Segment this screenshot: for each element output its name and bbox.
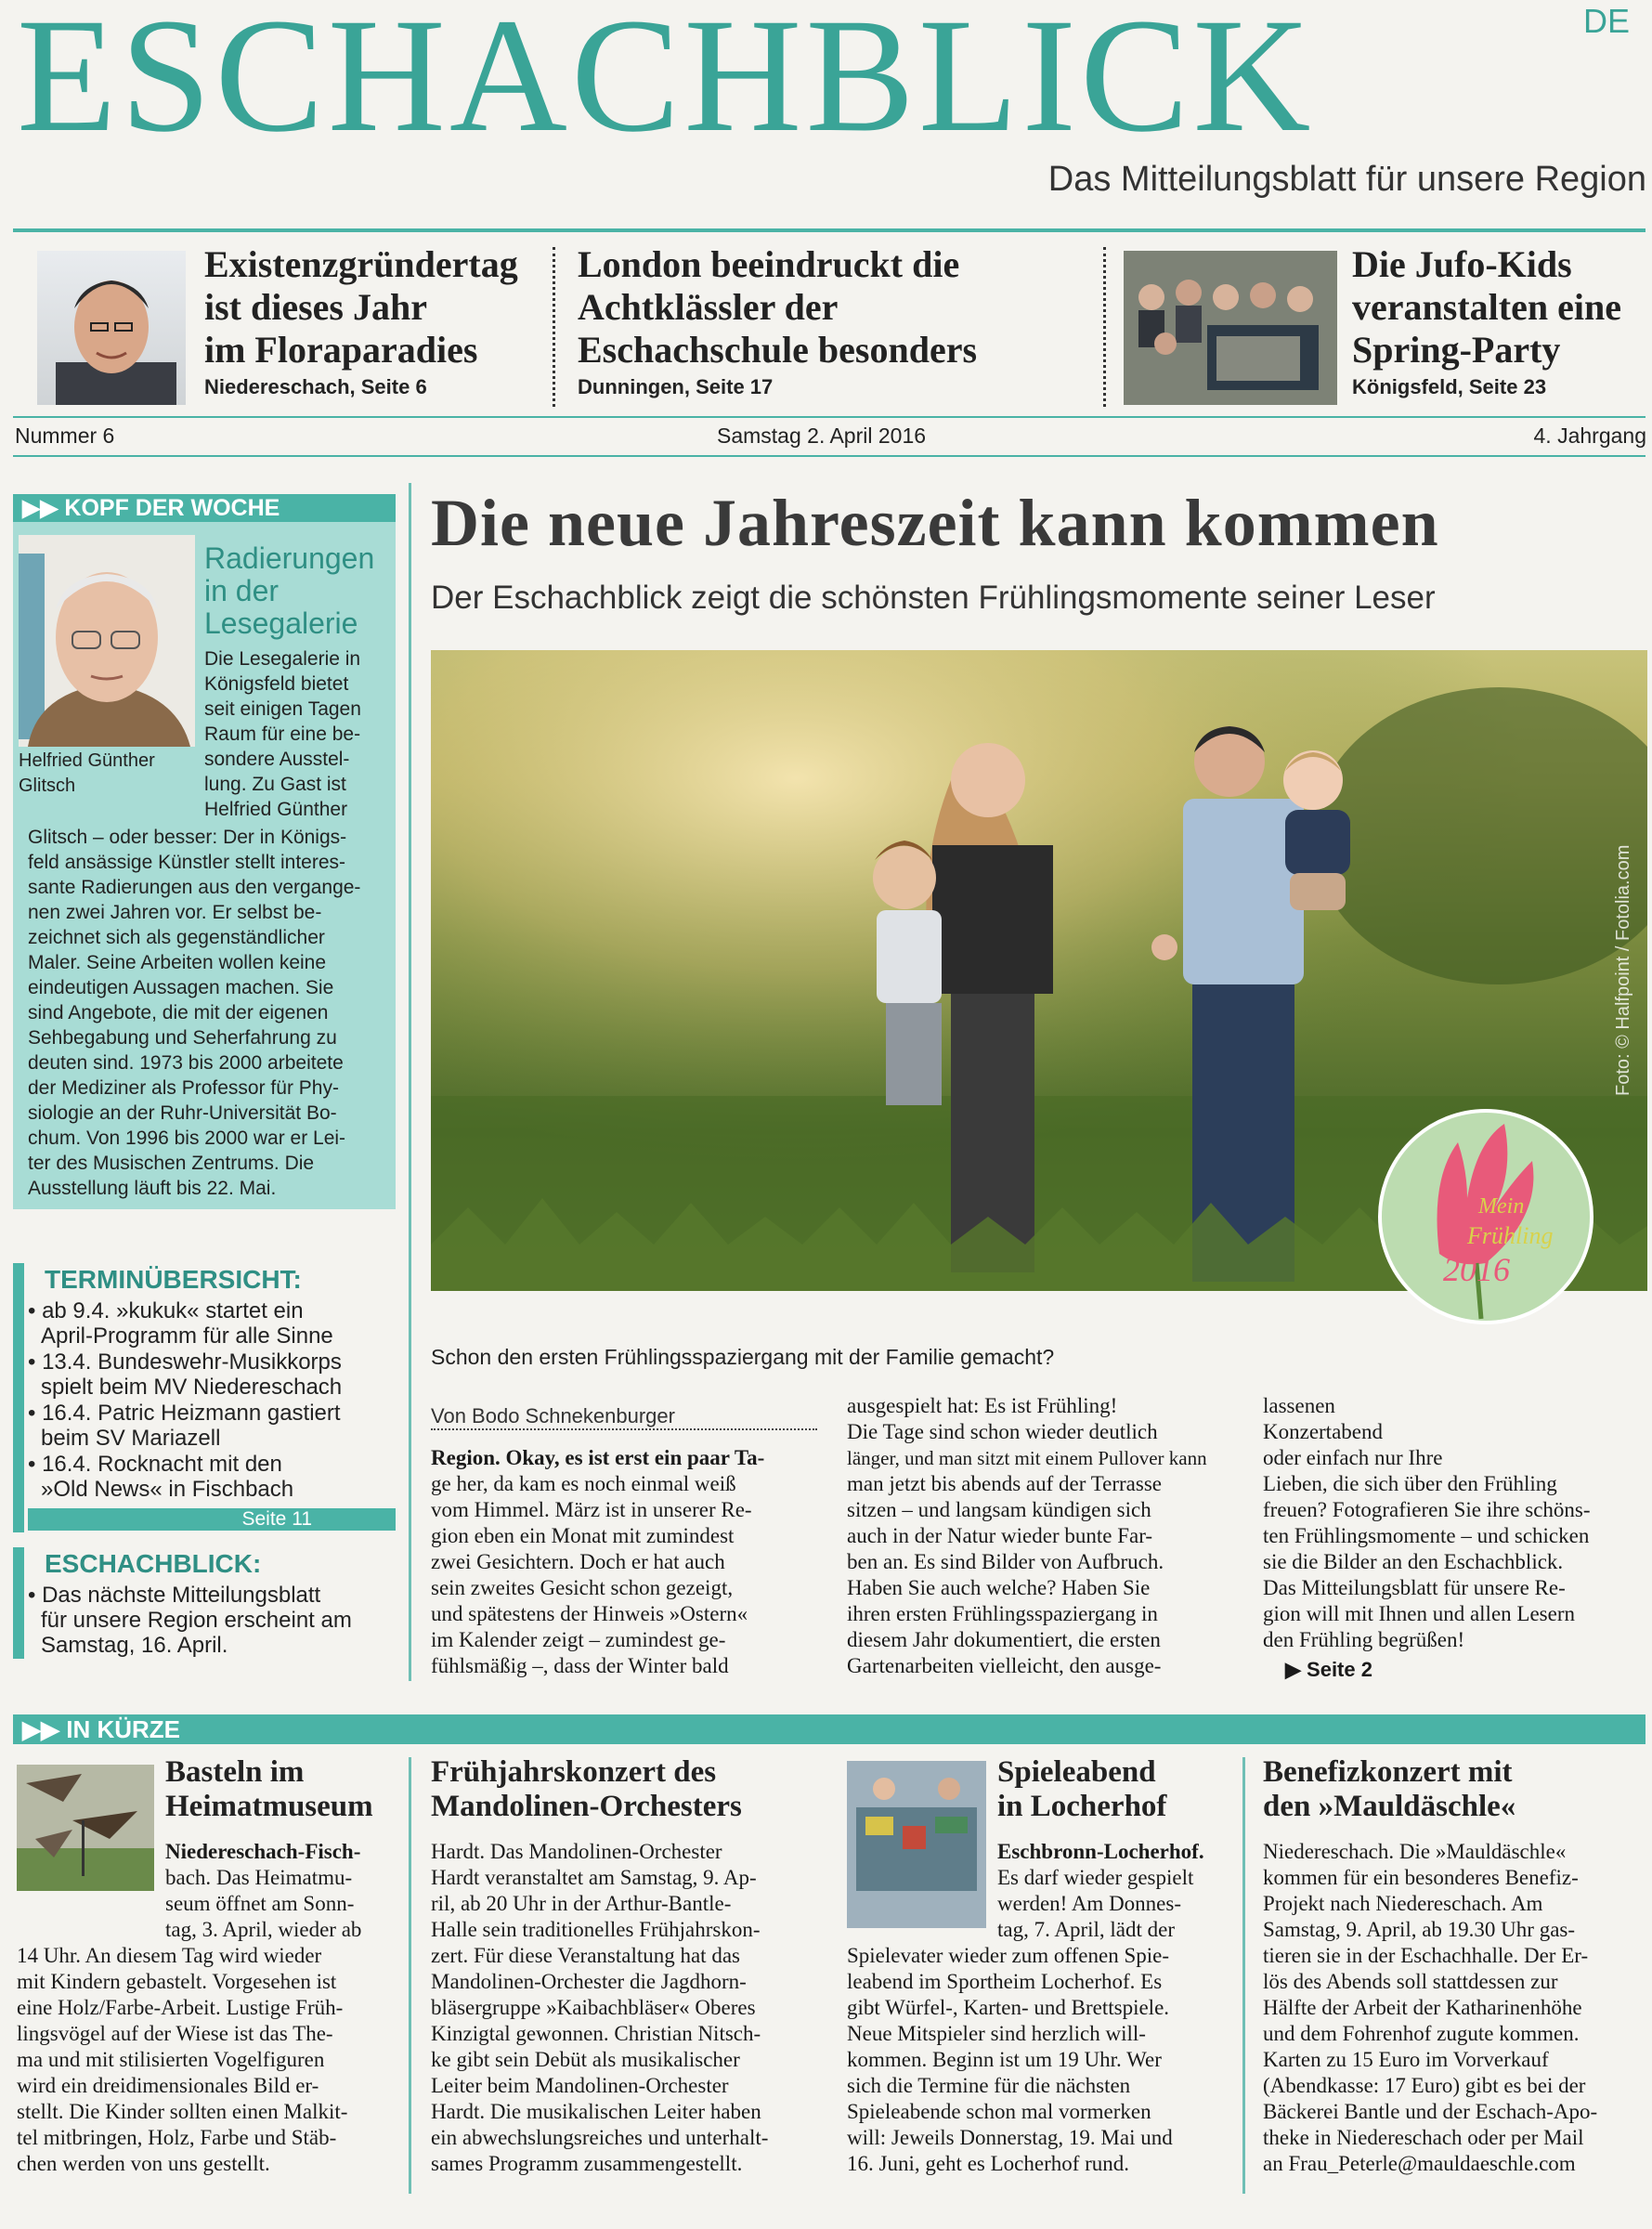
kurz-article-3-text-top — [997, 1839, 1229, 1943]
next-issue-header: ESCHACHBLICK: — [45, 1549, 262, 1578]
kopf-header: ▶▶ KOPF DER WOCHE — [13, 494, 396, 522]
termine-box — [13, 1263, 396, 1532]
text-line: tag, 3. April, wieder ab — [165, 1918, 362, 1941]
text-line: lös des Abends soll stattdessen zur — [1263, 1970, 1558, 1993]
lead-page-ref[interactable]: ▶ Seite 2 — [1285, 1658, 1372, 1681]
text-line: Es darf wieder gespielt — [997, 1866, 1194, 1889]
text-line: Konzertabend — [1263, 1420, 1383, 1443]
kurz-photo-3 — [847, 1761, 986, 1928]
text-line: ter des Musischen Zentrums. Die — [28, 1153, 315, 1174]
kurz-article-4-title — [1263, 1755, 1645, 1824]
kurz-article-1-text — [17, 1943, 399, 2177]
text-line: Haben Sie auch welche? Haben Sie — [847, 1576, 1151, 1599]
teaser-3-line-3: Spring-Party — [1352, 329, 1561, 371]
item-line: • ab 9.4. »kukuk« startet ein — [28, 1298, 304, 1323]
text-line: ihren ersten Frühlingsspaziergang in — [847, 1602, 1158, 1625]
text-line: Mandolinen-Orchester die Jagdhorn- — [431, 1970, 747, 1993]
teaser-3-source: Königsfeld, Seite 23 — [1352, 375, 1547, 398]
text-line: sitzen – und langsam kündigen sich — [847, 1498, 1151, 1521]
teaser-2-line-3: Eschachschule besonders — [578, 329, 978, 371]
kopf-text-side — [204, 646, 392, 822]
text-line: mit Kindern gebastelt. Vorgesehen ist — [17, 1970, 337, 1993]
teaser-1-line-1: Existenzgründertag — [204, 243, 518, 285]
text-line: lingsvögel auf der Wiese ist das The- — [17, 2022, 333, 2045]
text-line: eine Holz/Farbe-Arbeit. Lustige Früh- — [17, 1996, 344, 2019]
meta-rule-bottom — [13, 455, 1645, 457]
caption-line: Glitsch — [19, 776, 76, 796]
next-issue-box — [13, 1547, 396, 1659]
text-line: Hälfte der Arbeit der Katharinenhöhe — [1263, 1996, 1582, 2019]
next-issue-line: für unsere Region erscheint am — [41, 1608, 352, 1633]
title-line: in Locherhof — [997, 1790, 1167, 1823]
item-line: • 16.4. Patric Heizmann gastiert — [28, 1401, 341, 1426]
text-line: ein abwechslungsreiches und unterhalt- — [431, 2126, 769, 2149]
kurz-article-3-title — [997, 1755, 1239, 1824]
kurz-header: ▶▶ IN KÜRZE — [13, 1714, 1645, 1744]
text-line: Hardt veranstaltet am Samstag, 9. Ap- — [431, 1866, 757, 1889]
text-line: Spielevater wieder zum offenen Spie- — [847, 1944, 1169, 1967]
text-line: auch in der Natur wieder bunte Far- — [847, 1524, 1153, 1547]
text-line: Bäckerei Bantle und der Eschach-Apo- — [1263, 2100, 1598, 2123]
teaser-3-line-1: Die Jufo-Kids — [1352, 243, 1572, 285]
text-line: Raum für eine be- — [204, 723, 361, 745]
column-divider — [409, 483, 411, 1681]
teaser-1-source: Niedereschach, Seite 6 — [204, 375, 427, 398]
byline-box — [431, 1404, 817, 1430]
text-line: ma und mit stilisierten Vogelfiguren — [17, 2048, 325, 2071]
text-line: ben an. Es sind Bilder von Aufbruch. — [847, 1550, 1164, 1573]
kopf-portrait-caption — [19, 749, 201, 799]
badge-line-1: Mein — [1478, 1194, 1525, 1219]
text-line: ausgespielt hat: Es ist Frühling! — [847, 1394, 1118, 1417]
text-line: Sehbegabung und Seherfahrung zu — [28, 1027, 337, 1049]
text-line: zeichnet sich als gegenständlicher — [28, 927, 325, 948]
kopf-text-full — [28, 825, 392, 1201]
text-line: leabend im Sportheim Locherhof. Es — [847, 1970, 1163, 1993]
teaser-3-line-2: veranstalten eine — [1352, 286, 1621, 328]
text-line: sie die Bilder an den Eschachblick. — [1263, 1550, 1564, 1573]
title-line: den »Mauldäschle« — [1263, 1790, 1516, 1823]
teaser-2[interactable] — [578, 243, 1060, 399]
termine-list — [28, 1298, 392, 1502]
caption-line: Helfried Günther — [19, 750, 155, 771]
text-line: den Frühling begrüßen! — [1263, 1628, 1465, 1651]
text-line: nen zwei Jahren vor. Er selbst be- — [28, 902, 322, 923]
text-line: lassenen — [1263, 1394, 1335, 1417]
text-line: lung. Zu Gast ist — [204, 774, 346, 795]
teaser-1[interactable] — [204, 243, 539, 399]
title-line: Mandolinen-Orchesters — [431, 1790, 742, 1823]
kopf-title — [204, 542, 374, 640]
text-line: gion will mit Ihnen und allen Lesern — [1263, 1602, 1575, 1625]
teaser-photo-3 — [1124, 251, 1337, 405]
text-line: ge her, da kam es noch einmal weiß — [431, 1472, 736, 1495]
text-line: oder einfach nur Ihre — [1263, 1446, 1443, 1469]
text-line: sante Radierungen aus den vergange- — [28, 877, 361, 898]
text-line: kommen für ein besonderes Benefiz- — [1263, 1866, 1579, 1889]
kurz-photo-1 — [17, 1765, 154, 1891]
mein-fruehling-badge — [1374, 1105, 1597, 1328]
termine-header: TERMINÜBERSICHT: — [45, 1265, 302, 1294]
text-line: Samstag, 9. April, ab 19.30 Uhr gas- — [1263, 1918, 1576, 1941]
text-line: sondere Ausstel- — [204, 749, 350, 770]
text-line: Die Tage sind schon wieder deutlich — [847, 1420, 1158, 1443]
text-line: Kinzigtal gewonnen. Christian Nitsch- — [431, 2022, 761, 2045]
text-line: sames Programm zusammengestellt. — [431, 2152, 743, 2175]
text-line: Projekt nach Niedereschach. Am — [1263, 1892, 1543, 1915]
kopf-title-line: in der — [204, 574, 280, 607]
text-line: im Kalender zeigt – zumindest ge- — [431, 1628, 726, 1651]
item-line: beim SV Mariazell — [41, 1426, 221, 1451]
text-line: Leiter beim Mandolinen-Orchester — [431, 2074, 729, 2097]
text-line: freuen? Fotografieren Sie ihre schöns- — [1263, 1498, 1591, 1521]
text-line: deuten sind. 1973 bis 2000 arbeitete — [28, 1052, 344, 1074]
text-line: Ausstellung läuft bis 22. Mai. — [28, 1178, 277, 1199]
text-line: gibt Würfel-, Karten- und Brettspiele. — [847, 1996, 1170, 2019]
masthead-subtitle: Das Mitteilungsblatt für unsere Region — [1047, 160, 1646, 199]
text-line: Glitsch – oder besser: Der in Königs- — [28, 827, 347, 848]
column-divider — [409, 1757, 411, 2194]
kopf-title-line: Radierungen — [204, 541, 375, 575]
header-rule — [13, 228, 1645, 232]
masthead-title: ESCHACHBLICK — [17, 0, 1315, 166]
termine-item[interactable] — [28, 1349, 392, 1400]
text-line: seum öffnet am Sonn- — [165, 1892, 355, 1915]
title-line: Heimatmuseum — [165, 1790, 373, 1823]
teaser-1-line-3: im Floraparadies — [204, 329, 478, 371]
text-line: eindeutigen Aussagen machen. Sie — [28, 977, 334, 998]
item-line: • 16.4. Rocknacht mit den — [28, 1452, 282, 1477]
next-issue-text — [28, 1583, 392, 1658]
text-line: tieren sie in der Eschachhalle. Der Er- — [1263, 1944, 1589, 1967]
lead-column-3 — [1263, 1393, 1645, 1683]
text-line: tag, 7. April, lädt der — [997, 1918, 1175, 1941]
title-line: Frühjahrskonzert des — [431, 1755, 717, 1789]
edition-label: DE — [1583, 2, 1631, 40]
text-line: Gartenarbeiten vielleicht, den ausge- — [847, 1654, 1162, 1677]
text-line: bach. Das Heimatmu- — [165, 1866, 353, 1889]
text-line: ke gibt sein Debüt als musikalischer — [431, 2048, 740, 2071]
issue-number: Nummer 6 — [15, 424, 115, 448]
kurz-article-3-text — [847, 1943, 1229, 2177]
title-line: Benefizkonzert mit — [1263, 1755, 1513, 1789]
text-line: der Mediziner als Professor für Phy- — [28, 1077, 339, 1099]
text-line: gion eben ein Monat mit zumindest — [431, 1524, 735, 1547]
text-line: fühlsmäßig –, dass der Winter bald — [431, 1654, 729, 1677]
text-line: Region. Okay, es ist erst ein paar Ta- — [431, 1446, 765, 1469]
text-line: stellt. Die Kinder sollten einen Malkit- — [17, 2100, 348, 2123]
text-line: Niedereschach. Die »Mauldäschle« — [1263, 1840, 1567, 1863]
text-line: zert. Für diese Veranstaltung hat das — [431, 1944, 740, 1967]
teaser-portrait-1 — [37, 251, 186, 405]
termine-bar — [13, 1263, 24, 1532]
badge-line-2: Frühling — [1467, 1222, 1554, 1249]
column-divider — [1242, 1757, 1245, 2194]
text-line: Das Mitteilungsblatt für unsere Re- — [1263, 1576, 1566, 1599]
lead-byline: Von Bodo Schnekenburger — [431, 1404, 675, 1427]
text-line: Lieben, die sich über den Frühling — [1263, 1472, 1557, 1495]
termine-item[interactable] — [28, 1452, 392, 1502]
email-link[interactable]: an Frau_Peterle@mauldaeschle.com — [1263, 2152, 1576, 2175]
text-line: Königsfeld bietet — [204, 673, 349, 695]
issue-date: Samstag 2. April 2016 — [717, 424, 927, 448]
text-line: und dem Fohrenhof zugute kommen. — [1263, 2022, 1580, 2045]
text-line: feld ansässige Künstler stellt interes- — [28, 852, 345, 873]
photo-credit: Foto: © Halfpoint / Fotolia.com — [1613, 844, 1633, 1096]
item-line: • 13.4. Bundeswehr-Musikkorps — [28, 1349, 342, 1375]
text-line: 14 Uhr. An diesem Tag wird wieder — [17, 1944, 322, 1967]
text-line: und spätestens der Hinweis »Ostern« — [431, 1602, 748, 1625]
text-line: Hardt. Das Mandolinen-Orchester — [431, 1840, 722, 1863]
text-line: sich die Termine für die nächsten — [847, 2074, 1131, 2097]
lead-column-1 — [431, 1445, 817, 1679]
teaser-3[interactable] — [1352, 243, 1640, 399]
teaser-2-source: Dunningen, Seite 17 — [578, 375, 774, 398]
kopf-der-woche-box — [13, 494, 396, 1209]
title-line: Spieleabend — [997, 1755, 1156, 1789]
item-line: spielt beim MV Niedereschach — [41, 1375, 343, 1400]
kurz-article-2-text — [431, 1839, 817, 2177]
text-line: Halle sein traditionelles Frühjahrskon- — [431, 1918, 761, 1941]
text-line: Spieleabende schon mal vormerken — [847, 2100, 1151, 2123]
text-line: Helfried Günther — [204, 799, 348, 820]
kurz-article-1-title — [165, 1755, 405, 1824]
text-line: länger, und man sitzt mit einem Pullover kann — [847, 1447, 1207, 1469]
teaser-separator — [553, 247, 555, 407]
text-line: zwei Gesichtern. Doch er hat auch — [431, 1550, 725, 1573]
text-line: chum. Von 1996 bis 2000 war er Lei- — [28, 1128, 346, 1149]
teaser-2-line-2: Achtklässler der — [578, 286, 839, 328]
text-line: kommen. Beginn ist um 19 Uhr. Wer — [847, 2048, 1162, 2071]
text-line: theke in Niedereschach oder per Mail — [1263, 2126, 1584, 2149]
text-line: man jetzt bis abends auf der Terrasse — [847, 1472, 1163, 1495]
termine-item[interactable] — [28, 1401, 392, 1451]
text-line: sind Angebote, die mit der eigenen — [28, 1002, 329, 1023]
title-line: Basteln im — [165, 1755, 305, 1789]
lead-column-2 — [847, 1393, 1218, 1679]
lead-photo-caption: Schon den ersten Frühlingsspaziergang mit der Familie gemacht? — [431, 1345, 1055, 1369]
text-line: 16. Juni, geht es Locherhof rund. — [847, 2152, 1130, 2175]
text-line: ten Frühlingsmomente – und schicken — [1263, 1524, 1590, 1547]
text-line: sein zweites Gesicht schon gezeigt, — [431, 1576, 734, 1599]
termine-item[interactable] — [28, 1298, 392, 1349]
meta-rule-top — [13, 416, 1645, 418]
text-line: Die Lesegalerie in — [204, 648, 361, 670]
text-line: Niedereschach-Fisch- — [165, 1840, 361, 1863]
termine-page-ref[interactable]: Seite 11 — [28, 1508, 396, 1531]
text-line: werden! Am Donnes- — [997, 1892, 1182, 1915]
issue-volume: 4. Jahrgang — [1533, 424, 1646, 448]
text-line: Hardt. Die musikalischen Leiter haben — [431, 2100, 761, 2123]
text-line: will: Jeweils Donnerstag, 19. Mai und — [847, 2126, 1173, 2149]
text-line: Neue Mitspieler sind herzlich will- — [847, 2022, 1146, 2045]
kurz-article-2-title — [431, 1755, 821, 1824]
next-issue-bar — [13, 1547, 24, 1659]
kopf-title-line: Lesegalerie — [204, 606, 358, 640]
text-line: Karten zu 15 Euro im Vorverkauf — [1263, 2048, 1549, 2071]
kurz-article-1-text-top — [165, 1839, 399, 1943]
text-line: Eschbronn-Locherhof. — [997, 1840, 1204, 1863]
text-line: bläsergruppe »Kaibachbläser« Oberes — [431, 1996, 756, 2019]
text-line: chen werden von uns gestellt. — [17, 2152, 270, 2175]
text-line: diesem Jahr dokumentiert, die ersten — [847, 1628, 1161, 1651]
next-issue-line: Samstag, 16. April. — [41, 1633, 228, 1658]
item-line: »Old News« in Fischbach — [41, 1477, 294, 1502]
lead-headline: Die neue Jahreszeit kann kommen — [431, 486, 1439, 560]
text-line: (Abendkasse: 17 Euro) gibt es bei der — [1263, 2074, 1586, 2097]
text-line: tel mitbringen, Holz, Farbe und Stäb- — [17, 2126, 337, 2149]
kurz-article-4-text — [1263, 1839, 1645, 2177]
item-line: April-Programm für alle Sinne — [41, 1323, 333, 1349]
kopf-portrait — [19, 535, 195, 747]
badge-line-3: 2016 — [1443, 1251, 1510, 1288]
text-line: Maler. Seine Arbeiten wollen keine — [28, 952, 327, 973]
text-line: siologie an der Ruhr-Universität Bo- — [28, 1102, 337, 1124]
lead-subline: Der Eschachblick zeigt die schönsten Frühlingsmomente seiner Leser — [431, 580, 1436, 616]
text-line: ril, ab 20 Uhr in der Arthur-Bantle- — [431, 1892, 732, 1915]
next-issue-line: • Das nächste Mitteilungsblatt — [28, 1583, 321, 1608]
text-line: wird ein dreidimensionales Bild er- — [17, 2074, 319, 2097]
text-line: vom Himmel. März ist in unserer Re- — [431, 1498, 752, 1521]
teaser-2-line-1: London beeindruckt die — [578, 243, 960, 285]
text-line: seit einigen Tagen — [204, 698, 361, 720]
teaser-separator — [1103, 247, 1106, 407]
teaser-1-line-2: ist dieses Jahr — [204, 286, 427, 328]
